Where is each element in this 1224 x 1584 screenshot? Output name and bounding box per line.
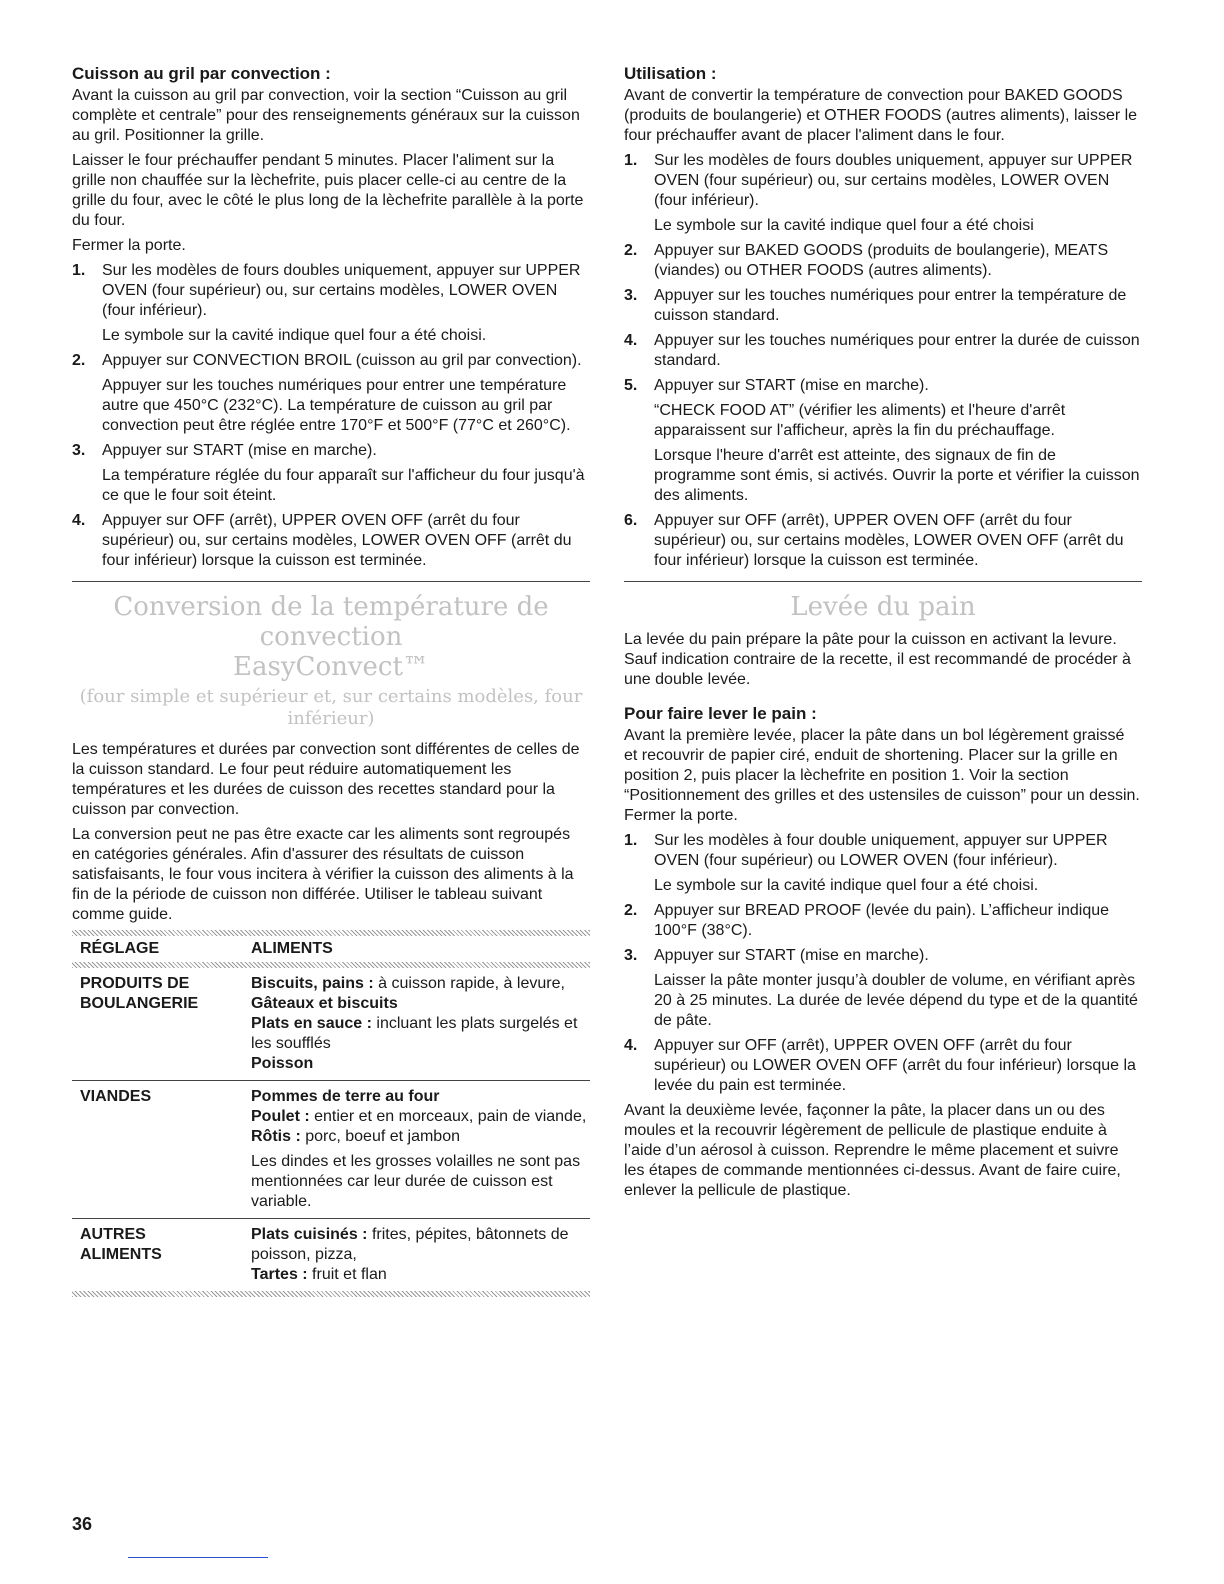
step-text: Appuyer sur BAKED GOODS (produits de boulangerie), MEATS (viandes) ou OTHER FOODS (autres aliments). (654, 242, 1109, 279)
step-note: Le symbole sur la cavité indique quel four a été choisi. (102, 327, 487, 344)
convection-broil-steps (72, 261, 590, 571)
conversion-subtitle: (four simple et supérieur et, sur certains modèles, four inférieur) (79, 686, 583, 729)
header-foods: ALIMENTS (251, 940, 333, 957)
setting-cell: AUTRES ALIMENTS (80, 1226, 162, 1263)
section-divider (72, 581, 590, 582)
step-number: 1. (624, 152, 638, 169)
conversion-table (72, 936, 590, 1291)
bread-proof-heading: Pour faire lever le pain : (624, 704, 817, 723)
step-item (624, 331, 1142, 371)
step-text: Sur les modèles à four double uniquement, appuyer sur UPPER OVEN (four supérieur) ou LOWER OVEN (four inférieur). (654, 832, 1108, 869)
section-divider (624, 581, 1142, 582)
step-number: 3. (624, 947, 638, 964)
setting-cell: VIANDES (72, 1081, 243, 1219)
step-number: 4. (624, 332, 638, 349)
step-note: Le symbole sur la cavité indique quel four a été choisi (654, 217, 1034, 234)
step-text: Appuyer sur CONVECTION BROIL (cuisson au gril par convection). (102, 352, 582, 369)
table-bottom-border (72, 1291, 590, 1297)
step-item (624, 286, 1142, 326)
foods-cell: Plats cuisinés : frites, pépites, bâtonnets de poisson, pizza, Tartes : fruit et flan (251, 1226, 569, 1283)
step-item (624, 831, 1142, 896)
step-item (624, 1036, 1142, 1096)
step-item (72, 511, 590, 571)
step-number: 1. (624, 832, 638, 849)
step-number: 2. (72, 352, 86, 369)
bread-proof-closing: Avant la deuxième levée, façonner la pâte, la placer dans un ou des moules et la recouvrir légèrement de pellicule de plastique enduite à l’aide d’un aérosol à cuisson. Reprendre le même placement et suivre les étapes de commande mentionnées ci-dessus. Avant de faire cuire, enlever la pellicule de plastique. (624, 1102, 1121, 1199)
step-item (624, 946, 1142, 1031)
header-setting: RÉGLAGE (80, 940, 160, 957)
step-text: Appuyer sur OFF (arrêt), UPPER OVEN OFF (arrêt du four supérieur) ou, sur certains modèles, LOWER OVEN OFF (arrêt du four inférieur) lorsque la cuisson est terminée. (102, 512, 572, 569)
foods-cell: Pommes de terre au four Poulet : entier et en morceaux, pain de viande, Rôtis : porc, boeuf et jambon Les dindes et les grosses volailles ne sont pas mentionnées car leur durée de cuisson est variable. (243, 1081, 590, 1219)
conversion-para-2: La conversion peut ne pas être exacte car les aliments sont regroupés en catégories générales. Afin d'assurer des résultats de cuisson satisfaisants, le four vous incitera à vérifier la cuisson des aliments à la fin de la période de cuisson non différée. Utiliser le tableau suivant comme guide. (72, 826, 574, 923)
step-item (72, 441, 590, 506)
page-number: 36 (72, 1514, 93, 1534)
table-header-row (72, 936, 590, 962)
setting-cell: PRODUITS DE BOULANGERIE (72, 968, 243, 1081)
step-item (624, 901, 1142, 941)
step-item (624, 241, 1142, 281)
step-item (624, 376, 1142, 506)
step-text: Appuyer sur les touches numériques pour entrer la température de cuisson standard. (654, 287, 1127, 324)
step-number: 3. (72, 442, 86, 459)
step-text: Appuyer sur OFF (arrêt), UPPER OVEN OFF (arrêt du four supérieur) ou, sur certains modèles, LOWER OVEN OFF (arrêt du four inférieur) lorsque la cuisson est terminée. (654, 512, 1124, 569)
convection-broil-preheat: Laisser le four préchauffer pendant 5 minutes. Placer l'aliment sur la grille non chauffée sur la lèchefrite, puis placer celle-ci au centre de la grille du four, avec le côté le plus long de la lèchefrite parallèle à la porte du four. (72, 152, 584, 229)
convection-broil-close: Fermer la porte. (72, 237, 186, 254)
table-row (72, 1219, 590, 1292)
step-number: 2. (624, 242, 638, 259)
left-column (72, 64, 590, 1297)
step-text: Appuyer sur START (mise en marche). (102, 442, 377, 459)
use-intro: Avant de convertir la température de convection pour BAKED GOODS (produits de boulangerie) et OTHER FOODS (autres aliments), laisser le four préchauffer avant de placer l'aliment dans le four. (624, 87, 1138, 144)
step-number: 2. (624, 902, 638, 919)
step-number: 1. (72, 262, 86, 279)
step-note: Le symbole sur la cavité indique quel four a été choisi. (654, 877, 1039, 894)
footer-link-underline (128, 1557, 268, 1558)
right-column (624, 64, 1142, 1206)
use-heading: Utilisation : (624, 64, 717, 83)
step-item (624, 511, 1142, 571)
bread-proof-intro: La levée du pain prépare la pâte pour la cuisson en activant la levure. Sauf indication contraire de la recette, il est recommandé de procéder à une double levée. (624, 631, 1131, 688)
convection-broil-intro: Avant la cuisson au gril par convection, voir la section “Cuisson au gril complète et centrale” pour des renseignements généraux sur la cuisson au gril. Positionner la grille. (72, 87, 580, 144)
step-text: Appuyer sur START (mise en marche). (654, 377, 929, 394)
step-note: La température réglée du four apparaît sur l'afficheur du four jusqu'à ce que le four soit éteint. (102, 467, 585, 504)
step-item (624, 151, 1142, 236)
step-text: Appuyer sur OFF (arrêt), UPPER OVEN OFF (arrêt du four supérieur) ou LOWER OVEN OFF (arrêt du four inférieur) lorsque la levée du pain est terminée. (654, 1037, 1136, 1094)
step-number: 4. (72, 512, 86, 529)
step-note: “CHECK FOOD AT” (vérifier les aliments) et l'heure d'arrêt apparaissent sur l'afficheur, après la fin du préchauffage. (654, 402, 1066, 439)
step-text: Appuyer sur BREAD PROOF (levée du pain). L’afficheur indique 100°F (38°C). (654, 902, 1110, 939)
step-number: 5. (624, 377, 638, 394)
conversion-title: Conversion de la température de convection EasyConvect™ (113, 592, 549, 682)
step-item (72, 351, 590, 436)
step-note: Lorsque l'heure d'arrêt est atteinte, des signaux de fin de programme sont émis, si activés. Ouvrir la porte et vérifier la cuisson des aliments. (654, 447, 1140, 504)
step-text: Sur les modèles de fours doubles uniquement, appuyer sur UPPER OVEN (four supérieur) ou, sur certains modèles, LOWER OVEN (four inférieur). (654, 152, 1133, 209)
step-number: 6. (624, 512, 638, 529)
step-number: 4. (624, 1037, 638, 1054)
bread-proof-title: Levée du pain (790, 592, 976, 622)
step-item (72, 261, 590, 346)
step-number: 3. (624, 287, 638, 304)
step-text: Sur les modèles de fours doubles uniquement, appuyer sur UPPER OVEN (four supérieur) ou, sur certains modèles, LOWER OVEN (four inférieur). (102, 262, 581, 319)
conversion-para-1: Les températures et durées par convection sont différentes de celles de la cuisson standard. Le four peut réduire automatiquement les températures et les durées de cuisson des recettes standard pour la cuisson par convection. (72, 741, 580, 818)
convection-broil-heading: Cuisson au gril par convection : (72, 64, 331, 83)
step-text: Appuyer sur START (mise en marche). (654, 947, 929, 964)
bread-proof-steps (624, 831, 1142, 1096)
step-note: Appuyer sur les touches numériques pour entrer une température autre que 450°C (232°C). La température de cuisson au gril par convection peut être réglée entre 170°F et 500°F (77°C et 260°C). (102, 377, 571, 434)
bread-proof-para: Avant la première levée, placer la pâte dans un bol légèrement graissé et recouvrir de papier ciré, enduit de shortening. Placer sur la grille en position 2, puis placer la lèchefrite en position 1. Voir la section “Positionnement des grilles et des ustensiles de cuisson” pour un dessin. Fermer la porte. (624, 727, 1140, 824)
foods-cell: Biscuits, pains : à cuisson rapide, à levure, Gâteaux et biscuits Plats en sauce : incluant les plats surgelés et les soufflés Poisson (243, 968, 590, 1081)
table-row (72, 1081, 590, 1219)
use-steps (624, 151, 1142, 571)
table-row (72, 968, 590, 1081)
step-text: Appuyer sur les touches numériques pour entrer la durée de cuisson standard. (654, 332, 1140, 369)
foods-note: Les dindes et les grosses volailles ne sont pas mentionnées car leur durée de cuisson est variable. (251, 1153, 581, 1210)
step-note: Laisser la pâte monter jusqu’à doubler de volume, en vérifiant après 20 à 25 minutes. La durée de levée dépend du type et de la quantité de pâte. (654, 972, 1138, 1029)
